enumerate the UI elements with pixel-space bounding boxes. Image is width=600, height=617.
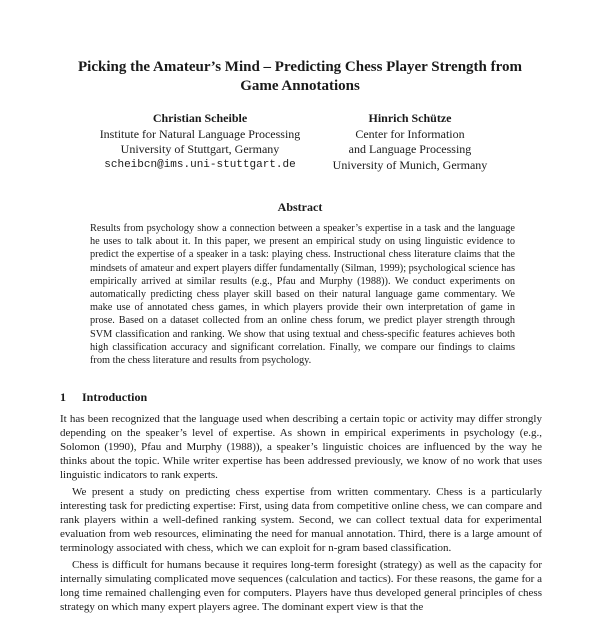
author-email: scheibcn@ims.uni-stuttgart.de bbox=[104, 158, 296, 171]
body-paragraph: Chess is difficult for humans because it requires long-term foresight (strategy) as well as the capacity for internally simulating complicated move sequences (calculation and tactics). For these reasons, the game for a long time remained challenging even for computers. Players have thus developed general principles of chess strategy on which many expert players agree. The dominant expert view is that the bbox=[60, 558, 542, 614]
section-heading bbox=[60, 390, 147, 405]
author-affiliation-line: Institute for Natural Language Processing bbox=[99, 126, 301, 141]
author-affiliation-line: University of Munich, Germany bbox=[332, 157, 488, 172]
section-title: Introduction bbox=[82, 390, 148, 404]
author-name: Christian Scheible bbox=[152, 111, 248, 125]
author-affiliation-line: University of Stuttgart, Germany bbox=[120, 142, 280, 156]
author-affiliation-line: Center for Information bbox=[355, 126, 465, 141]
abstract-heading: Abstract bbox=[277, 200, 323, 214]
section-number: 1 bbox=[60, 390, 66, 404]
author-name: Hinrich Schütze bbox=[368, 111, 452, 125]
paper-title: Picking the Amateur’s Mind – Predicting Chess Player Strength from Game Annotations bbox=[78, 59, 522, 94]
body-paragraph: We present a study on predicting chess expertise from written commentary. Chess is a particularly interesting task for predicting expertise: First, using data from competitive online chess, we can compare and rank players within a well-defined ranking system. Second, we can collect textual data for experimental evaluation from web resources, eliminating the need for manual annotation. Third, there is a large amount of terminology associated with chess, which we can exploit for n-gram based classification. bbox=[60, 485, 542, 555]
author-block-2 bbox=[305, 111, 515, 173]
author-block-1 bbox=[90, 111, 310, 173]
body-paragraph: It has been recognized that the language used when describing a certain topic or activity may differ strongly depending on the speaker’s level of expertise. As shown in empirical experiments in psychology (e.g., Solomon (1990), Pfau and Murphy (1988)), a speaker’s linguistic choices are influenced by the way he thinks about the topic. While writer expertise has been addressed previously, we know of no work that uses linguistic indicators to rank experts. bbox=[60, 413, 542, 482]
section-body bbox=[60, 412, 542, 617]
abstract-text: Results from psychology show a connection between a speaker’s expertise in a task and the language he uses to talk about it. In this paper, we present an empirical study on using linguistic evidence to predict the expertise of a speaker in a task: playing chess. Instructional chess literature claims that the mindsets of amateur and expert players differ fundamentally (Silman, 1999); psychological science has empirically arrived at similar results (e.g., Pfau and Murphy (1988)). We conduct experiments on automatically predicting chess player skill based on their natural language game commentary. We make use of annotated chess games, in which players provide their own interpretation of game in prose. Based on a dataset collected from an online chess forum, we predict player strength through SVM classification and ranking. We show that using textual and chess-specific features achieves both high classification accuracy and significant correlation. Finally, we compare our findings to claims from the chess literature and results from psychology. bbox=[90, 223, 515, 367]
author-affiliation-line: and Language Processing bbox=[348, 142, 472, 156]
